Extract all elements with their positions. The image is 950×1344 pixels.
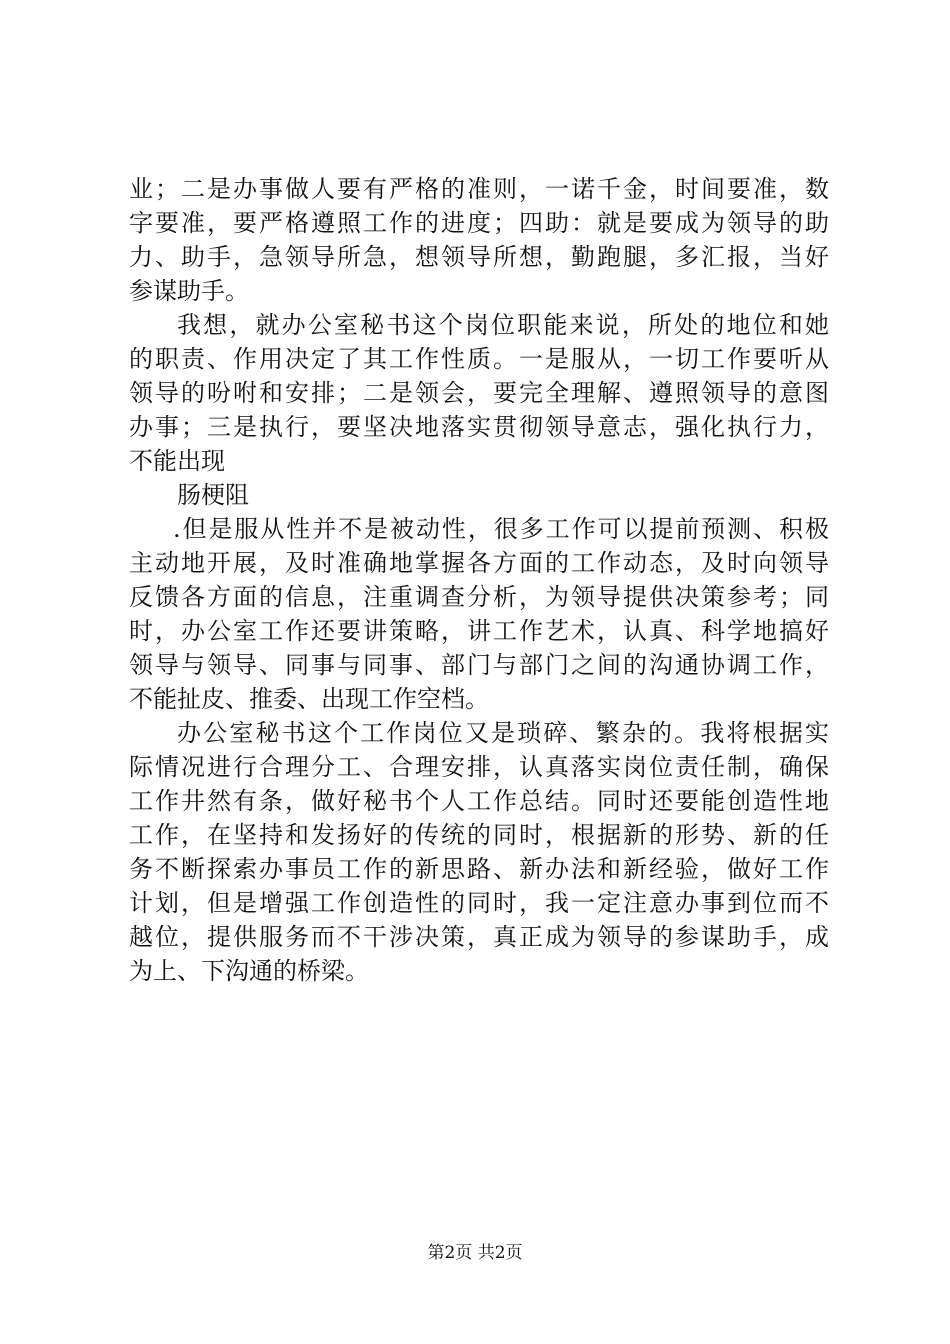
page-number-footer: 第2页 共2页 bbox=[427, 1243, 523, 1263]
text-line: 主动地开展，及时准确地掌握各方面的工作动态，及时向领导 bbox=[129, 549, 829, 577]
text-line: 际情况进行合理分工、合理安排，认真落实岗位责任制，确保 bbox=[129, 753, 829, 781]
text-line: 的职责、作用决定了其工作性质。一是服从，一切工作要听从 bbox=[129, 345, 829, 373]
text-line: 计划，但是增强工作创造性的同时，我一定注意办事到位而不 bbox=[129, 889, 829, 917]
text-line: 不能扯皮、推委、出现工作空档。 bbox=[129, 685, 489, 713]
paragraph-first-line: 办公室秘书这个工作岗位又是琐碎、繁杂的。我将根据实 bbox=[177, 719, 829, 747]
text-line: 时，办公室工作还要讲策略，讲工作艺术，认真、科学地搞好 bbox=[129, 617, 829, 645]
text-line: 参谋助手。 bbox=[129, 277, 249, 305]
text-line: 领导的吩咐和安排；二是领会，要完全理解、遵照领导的意图 bbox=[129, 379, 829, 407]
text-line: 务不断探索办事员工作的新思路、新办法和新经验，做好工作 bbox=[129, 855, 829, 883]
text-line: 领导与领导、同事与同事、部门与部门之间的沟通协调工作， bbox=[129, 651, 829, 679]
text-line: 办事；三是执行，要坚决地落实贯彻领导意志，强化执行力， bbox=[129, 413, 829, 441]
body-text bbox=[129, 172, 829, 988]
paragraph-first-line: .但是服从性并不是被动性，很多工作可以提前预测、积极 bbox=[173, 515, 829, 543]
text-line: 工作井然有条，做好秘书个人工作总结。同时还要能创造性地 bbox=[129, 787, 829, 815]
text-line: 为上、下沟通的桥梁。 bbox=[129, 957, 369, 985]
text-line: 业；二是办事做人要有严格的准则，一诺千金，时间要准，数 bbox=[129, 175, 829, 203]
paragraph-first-line: 我想，就办公室秘书这个岗位职能来说，所处的地位和她 bbox=[177, 311, 829, 339]
text-line: 工作，在坚持和发扬好的传统的同时，根据新的形势、新的任 bbox=[129, 821, 829, 849]
text-line: 不能出现 bbox=[129, 447, 225, 475]
text-line: 越位，提供服务而不干涉决策，真正成为领导的参谋助手，成 bbox=[129, 923, 829, 951]
text-line: 字要准，要严格遵照工作的进度；四助：就是要成为领导的助 bbox=[129, 209, 829, 237]
text-line: 肠梗阻 bbox=[177, 481, 249, 509]
text-line: 力、助手，急领导所急，想领导所想，勤跑腿，多汇报，当好 bbox=[129, 243, 829, 271]
text-line: 反馈各方面的信息，注重调查分析，为领导提供决策参考；同 bbox=[129, 583, 829, 611]
